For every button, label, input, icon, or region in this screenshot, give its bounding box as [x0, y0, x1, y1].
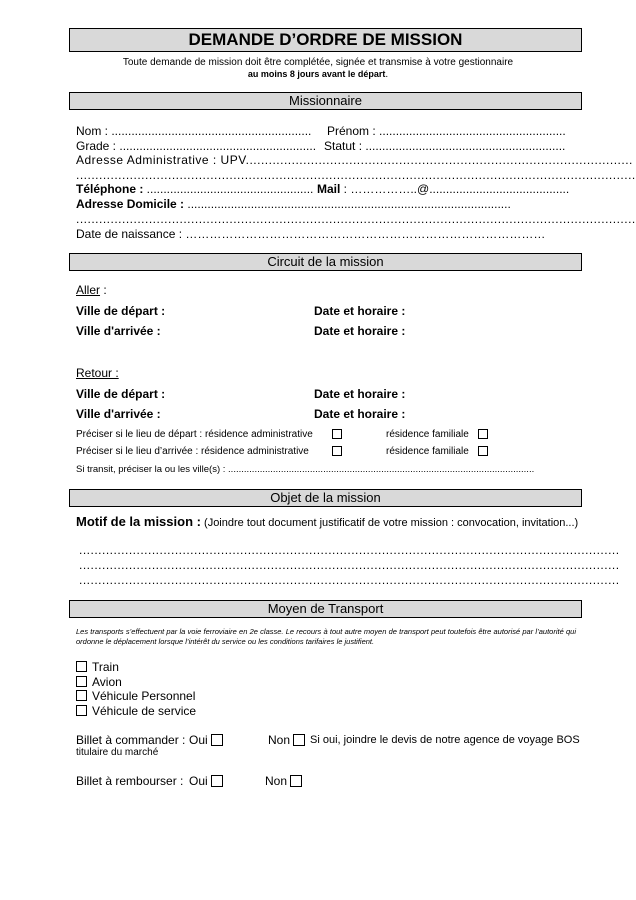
billet-commander-non-checkbox[interactable]: [293, 734, 305, 746]
instruction-period: .: [385, 69, 389, 80]
avion-label: Avion: [92, 675, 122, 689]
vehicule-service-label: Véhicule de service: [92, 704, 197, 718]
retour-date-depart[interactable]: Date et horaire :: [314, 387, 406, 401]
devis-note: Si oui, joindre le devis de notre agence de voyage BOS: [310, 734, 580, 746]
billet-rembourser-non-checkbox[interactable]: [290, 775, 302, 787]
instruction-deadline: au moins 8 jours avant le départ: [247, 69, 386, 79]
aller-ville-arrivee[interactable]: Ville d'arrivée :: [76, 324, 161, 338]
motif-line-3[interactable]: .............................................................................................................................................: [79, 573, 620, 587]
adresse-administrative-field[interactable]: Adresse Administrative : UPV.....................................................................................................: [76, 153, 633, 167]
statut-field[interactable]: Statut : ............................................................: [324, 139, 566, 153]
retour-date-arrivee[interactable]: Date et horaire :: [314, 407, 406, 421]
aller-date-arrivee[interactable]: Date et horaire :: [314, 324, 406, 338]
adresse-administrative-line-2[interactable]: ..................................................................................................................................................: [76, 168, 636, 182]
billet-commander-oui-label: Oui: [189, 733, 208, 747]
telephone-label: Téléphone :: [76, 182, 144, 196]
preciser-arrivee-label: Préciser si le lieu d’arrivée : résidence administrative: [76, 446, 309, 457]
prenom-field[interactable]: Prénom : ........................................................: [327, 124, 566, 138]
retour-ville-arrivee[interactable]: Ville d'arrivée :: [76, 407, 161, 421]
aller-colon: :: [100, 283, 107, 297]
section-objet: Objet de la mission: [69, 489, 582, 507]
grade-field[interactable]: Grade : ...........................................................: [76, 139, 317, 153]
section-circuit: Circuit de la mission: [69, 253, 582, 271]
billet-rembourser-oui-label: Oui: [189, 774, 208, 788]
adresse-domicile-field[interactable]: .................................................................................................: [184, 197, 511, 211]
aller-date-depart[interactable]: Date et horaire :: [314, 304, 406, 318]
vehicule-personnel-label: Véhicule Personnel: [92, 689, 196, 703]
arrivee-residence-familiale-checkbox[interactable]: [478, 446, 488, 456]
billet-commander-label: Billet à commander :: [76, 733, 186, 747]
adresse-domicile-label: Adresse Domicile :: [76, 197, 185, 211]
train-label: Train: [92, 660, 119, 674]
retour-ville-depart[interactable]: Ville de départ :: [76, 387, 166, 401]
retour-heading: Retour :: [76, 366, 119, 380]
transit-field[interactable]: Si transit, préciser la ou les ville(s) : ....................................................................................................................: [76, 464, 535, 475]
mail-field[interactable]: : ……………..@..........................................: [340, 182, 570, 196]
depart-residence-familiale-checkbox[interactable]: [478, 429, 488, 439]
motif-row: [76, 513, 578, 531]
section-transport: Moyen de Transport: [69, 600, 582, 618]
billet-rembourser-non-label: Non: [265, 774, 288, 788]
devis-note-continued: titulaire du marché: [76, 747, 159, 758]
aller-ville-depart[interactable]: Ville de départ :: [76, 304, 166, 318]
billet-commander-oui-checkbox[interactable]: [211, 734, 223, 746]
section-missionnaire: Missionnaire: [69, 92, 582, 110]
adresse-domicile-line-2[interactable]: ..................................................................................................................................................: [76, 212, 636, 226]
nom-field[interactable]: Nom : ............................................................: [76, 124, 312, 138]
avion-checkbox[interactable]: [76, 676, 87, 687]
motif-label: Motif de la mission :: [76, 514, 201, 529]
vehicule-personnel-checkbox[interactable]: [76, 690, 87, 701]
motif-line-2[interactable]: .............................................................................................................................................: [79, 558, 620, 572]
billet-commander-non-label: Non: [268, 733, 291, 747]
instruction-line-1: Toute demande de mission doit être complétée, signée et transmise à votre gestionnaire: [122, 57, 514, 68]
form-title: DEMANDE D’ORDRE DE MISSION: [69, 28, 582, 52]
instruction-line-2: [0, 69, 636, 80]
motif-hint: (Joindre tout document justificatif de votre mission : convocation, invitation...): [200, 517, 579, 529]
telephone-field[interactable]: ..................................................: [143, 182, 314, 196]
vehicule-service-checkbox[interactable]: [76, 705, 87, 716]
preciser-depart-label: Préciser si le lieu de départ : résidence administrative: [76, 429, 313, 440]
arrivee-residence-admin-checkbox[interactable]: [332, 446, 342, 456]
train-checkbox[interactable]: [76, 661, 87, 672]
motif-line-1[interactable]: .............................................................................................................................................: [79, 543, 620, 557]
billet-rembourser-label: Billet à rembourser :: [76, 774, 184, 788]
billet-rembourser-oui-checkbox[interactable]: [211, 775, 223, 787]
arrivee-residence-familiale-label: résidence familiale: [386, 446, 469, 457]
depart-residence-admin-checkbox[interactable]: [332, 429, 342, 439]
date-naissance-field[interactable]: Date de naissance : ………………………………………………………………………………: [76, 227, 546, 241]
depart-residence-familiale-label: résidence familiale: [386, 429, 469, 440]
telephone-row[interactable]: [76, 182, 313, 196]
mail-label: Mail: [317, 182, 341, 196]
aller-label: Aller: [76, 283, 101, 297]
aller-heading: [76, 283, 107, 297]
transport-note: Les transports s’effectuent par la voie ferroviaire en 2e classe. Le recours à tout autre moyen de transport peut toutefois être autorisé par l’autorité qui ordonne le déplacement lorsque l’intérêt du service ou les conditions tarifaires le justifient.: [76, 627, 576, 646]
adresse-domicile-row[interactable]: [76, 197, 511, 211]
mail-row[interactable]: [317, 182, 569, 196]
